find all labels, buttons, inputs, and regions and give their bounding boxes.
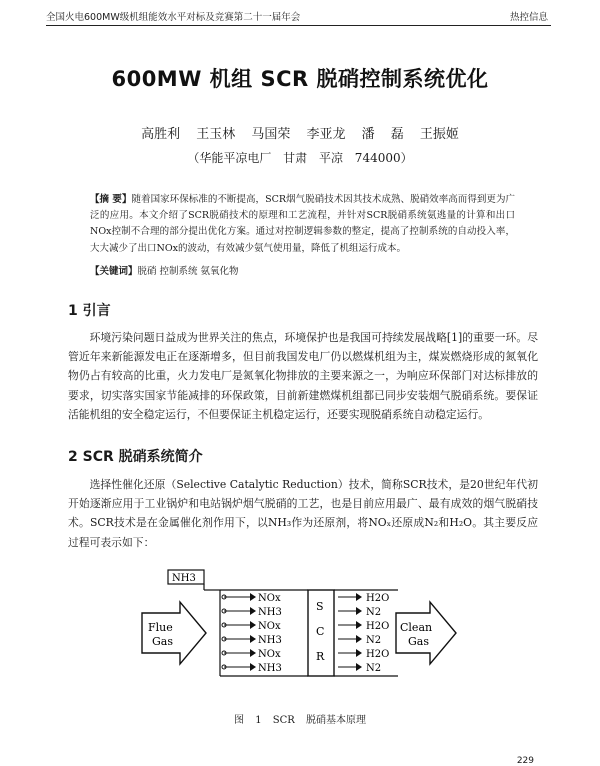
section-1-heading: 1 引言 xyxy=(68,303,111,319)
inlet-species-6: NH3 xyxy=(258,663,282,674)
abstract xyxy=(90,192,515,257)
outlet-species-3: H2O xyxy=(366,621,390,632)
running-header-section: 热控信息 xyxy=(509,12,548,23)
affiliation: （华能平凉电厂 甘肃 平凉 744000） xyxy=(187,151,413,165)
scr-principle-diagram xyxy=(140,568,460,684)
reactor-letter-s: S xyxy=(316,600,324,613)
outlet-species-6: N2 xyxy=(366,663,382,674)
keywords xyxy=(90,263,515,277)
inlet-species-3: NOx xyxy=(258,621,281,632)
flue-gas-label-line2: Gas xyxy=(152,635,173,648)
reactor-letter-c: C xyxy=(316,625,325,638)
section-2-paragraph: 选择性催化还原（Selective Catalytic Reduction）技术，简称SCR技术，是20世纪年代初开始逐渐应用于工业锅炉和电站锅炉烟气脱硝的工艺，也是目前应用最广、最有成效的烟气脱硝技术。SCR技术是在金属催化剂作用下，以NH₃作为还原剂，将NOₓ还原成N₂和H₂O。其主要反应过程可表示如下： xyxy=(68,478,538,549)
clean-gas-label-line1: Clean xyxy=(400,621,433,634)
inlet-species-1: NOx xyxy=(258,593,281,604)
nh3-label: NH3 xyxy=(172,573,196,584)
outlet-species-5: H2O xyxy=(366,649,390,660)
inlet-species-4: NH3 xyxy=(258,635,282,646)
outlet-species-4: N2 xyxy=(366,635,382,646)
inlet-species-5: NOx xyxy=(258,649,281,660)
flue-gas-label-line1: Flue xyxy=(148,621,173,634)
reactor-letter-r: R xyxy=(316,650,325,663)
outlet-species-2: N2 xyxy=(366,607,382,618)
header-rule xyxy=(46,25,551,26)
keywords-label: 【关键词】 xyxy=(90,266,138,277)
figure-caption: 图 1 SCR 脱硝基本原理 xyxy=(234,715,366,726)
abstract-label: 【摘 要】 xyxy=(90,194,132,205)
paper-title: 600MW 机组 SCR 脱硝控制系统优化 xyxy=(111,67,489,91)
outlet-species-1: H2O xyxy=(366,593,390,604)
abstract-text: 随着国家环保标准的不断提高，SCR烟气脱硝技术因其技术成熟、脱硝效率高而得到更为广泛的应用。本文介绍了SCR脱硝技术的原理和工艺流程，并针对SCR脱硝系统氨逃量的计算和出口NOx控制不合理的部分提出优化方案。通过对控制逻辑参数的整定，提高了控制系统的自动投入率，大大减少了出口NOx的波动，有效减少氨气使用量，降低了机组运行成本。 xyxy=(90,194,515,254)
section-2-heading: 2 SCR 脱硝系统简介 xyxy=(68,449,203,465)
page-number: 229 xyxy=(516,756,534,766)
inlet-species-group xyxy=(222,593,282,674)
inlet-species-2: NH3 xyxy=(258,607,282,618)
outlet-species-group xyxy=(338,593,389,674)
author-list: 高胜利 王玉林 马国荣 李亚龙 潘 磊 王振姬 xyxy=(141,127,459,142)
section-1-paragraph: 环境污染问题日益成为世界关注的焦点，环境保护也是我国可持续发展战略[1]的重要一环。尽管近年来新能源发电正在逐渐增多，但目前我国发电厂仍以燃煤机组为主，煤炭燃烧形成的氮氧化物仍占有较高的比重，火力发电厂是氮氧化物排放的主要来源之一，为响应环保部门对达标排放的要求，切实落实国家节能减排的环保政策，目前新建燃煤机组都已同步安装烟气脱硝系统。要保证活能机组的安全稳定运行，不但要保证主机稳定运行，还要实现脱硝系统自动稳定运行。 xyxy=(68,331,538,421)
running-header-conference: 全国火电600MW级机组能效水平对标及竞赛第二十一届年会 xyxy=(46,12,301,23)
keywords-text: 脱硝 控制系统 氨氧化物 xyxy=(137,266,239,277)
clean-gas-label-line2: Gas xyxy=(408,635,429,648)
